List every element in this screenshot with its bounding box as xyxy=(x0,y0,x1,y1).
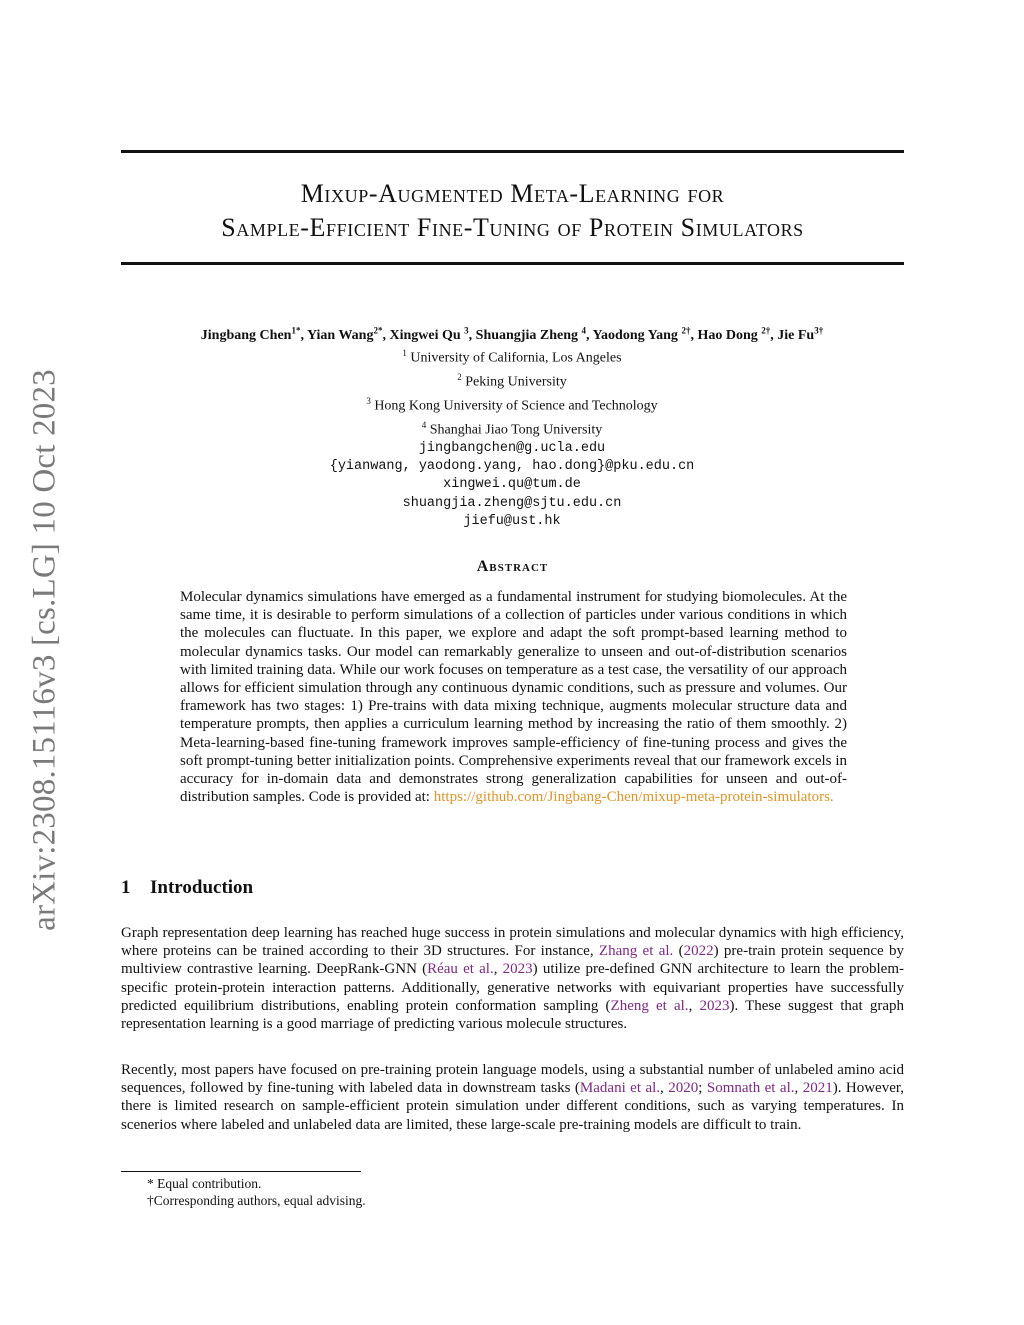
footnote-corresponding-authors: †Corresponding authors, equal advising. xyxy=(147,1192,366,1208)
author: Yaodong Yang $^{2\dagger}$, xyxy=(592,325,698,343)
abstract-heading: Abstract xyxy=(476,558,549,575)
citation-link[interactable]: 2021 xyxy=(802,1080,833,1097)
section-title: Introduction xyxy=(150,877,254,898)
email-address: jingbangchen@g.ucla.edu xyxy=(418,440,606,456)
code-link[interactable]: https://github.com/Jingbang-Chen/mixup-meta-protein-simulators. xyxy=(433,789,834,806)
footnote-equal-contribution: * Equal contribution. xyxy=(147,1176,262,1191)
author: Hao Dong $^{2\dagger}$, xyxy=(697,325,778,343)
citation-link[interactable]: 2020 xyxy=(668,1080,699,1097)
citation-link[interactable]: 2023 xyxy=(699,997,730,1014)
citation-link[interactable]: Réau et al. xyxy=(427,961,494,978)
citation-link[interactable]: 2022 xyxy=(683,943,714,960)
affiliation: $^1$ University of California, Los Angeles xyxy=(402,348,622,366)
affiliations xyxy=(100,344,924,531)
citation-link[interactable]: 2023 xyxy=(502,961,533,978)
citation-link[interactable]: Somnath et al. xyxy=(706,1080,795,1097)
abstract-text: Molecular dynamics simulations have emerged as a fundamental instrument for studying biomolecules. At the same time, it is desirable to perform simulations of a collection of particles under various conditions in which the molecules can fluctuate. In this paper, we explore and adapt the soft prompt-based learning method to molecular dynamics tasks. Our model can remarkably generalize to unseen and out-of-distribution scenarios with limited training data. While our work focuses on temperature as a test case, the versatility of our approach allows for efficient simulation through any continuous dynamic conditions, such as pressure and volumes. Our framework has two stages: 1) Pre-trains with data mixing technique, augments molecular structure data and temperature prompts, then applies a curriculum learning method by increasing the ratio of them smoothly. 2) Meta-learning-based fine-tuning framework improves sample-efficiency of fine-tuning process and gives the soft prompt-tuning better initialization points. Comprehensive experiments reveal that our framework excels in accuracy for in-domain data and demonstrates strong generalization capabilities for unseen and out-of-distribution samples. Code is provided at: xyxy=(180,589,847,806)
author: Shuangjia Zheng $^4$, xyxy=(475,325,593,343)
author-list xyxy=(100,325,924,344)
intro-paragraph-2: Recently, most papers have focused on pre-training protein language models, using a substantial number of unlabeled amino acid sequences, followed by fine-tuning with labeled data in downstream tasks (Madani et al., 2020; Somnath et al., 2021). However, there is limited research on sample-efficient protein simulation under different conditions, such as varying temperatures. In scenerios where labeled and unlabeled data are limited, these large-scale pre-training models are difficult to train. xyxy=(121,1062,905,1133)
author: Jingbang Chen$^{1*}$, xyxy=(200,325,307,343)
affiliation: $^4$ Shanghai Jiao Tong University xyxy=(421,419,603,438)
author: Yian Wang$^{2*}$, xyxy=(306,325,390,343)
affiliation: $^2$ Peking University xyxy=(457,371,567,390)
email-address: {yianwang, yaodong.yang, hao.dong}@pku.edu.cn xyxy=(329,459,695,475)
email-address: xingwei.qu@tum.de xyxy=(443,477,581,493)
abstract-body xyxy=(180,588,847,806)
title-line-1: Mixup-Augmented Meta-Learning for xyxy=(300,179,725,208)
footnote-rule xyxy=(121,1171,361,1172)
arxiv-sidebar xyxy=(0,0,90,1325)
title-top-rule xyxy=(121,150,904,153)
intro-paragraph-1: Graph representation deep learning has reached huge success in protein simulations and molecular dynamics with high efficiency, where proteins can be trained according to their 3D structures. For instance, Zhang et al. (2022) pre-train protein sequence by multiview contrastive learning. DeepRank-GNN (Réau et al., 2023) utilize pre-defined GNN architecture to learn the problem-specific protein-protein interaction patterns. Additionally, generative networks with equivariant properties have successfully predicted equilibrium distributions, enabling protein conformation sampling (Zheng et al., 2023). These suggest that graph representation learning is a good marriage of predicting various molecule structures. xyxy=(121,925,905,1033)
title-bottom-rule xyxy=(121,262,904,265)
citation-link[interactable]: Madani et al. xyxy=(579,1080,661,1097)
email-address: jiefu@ust.hk xyxy=(463,514,561,529)
affiliation: $^3$ Hong Kong University of Science and Technology xyxy=(366,395,658,414)
title-line-2: Sample-Efficient Fine-Tuning of Protein Simulators xyxy=(221,213,804,242)
author: Xingwei Qu $^3$, xyxy=(389,325,476,343)
paper-title xyxy=(121,177,904,245)
footnotes xyxy=(147,1176,366,1209)
citation-link[interactable]: Zheng et al. xyxy=(610,997,689,1014)
author: Jie $Fu^{3\dagger}$ xyxy=(777,325,824,343)
section-heading-introduction xyxy=(121,877,253,899)
email-address: shuangjia.zheng@sjtu.edu.cn xyxy=(402,495,622,511)
section-number: 1 xyxy=(121,877,131,898)
citation-link[interactable]: Zhang et al. xyxy=(598,943,674,960)
arxiv-identifier: arXiv:2308.15116v3 [cs.LG] 10 Oct 2023 xyxy=(26,369,63,931)
